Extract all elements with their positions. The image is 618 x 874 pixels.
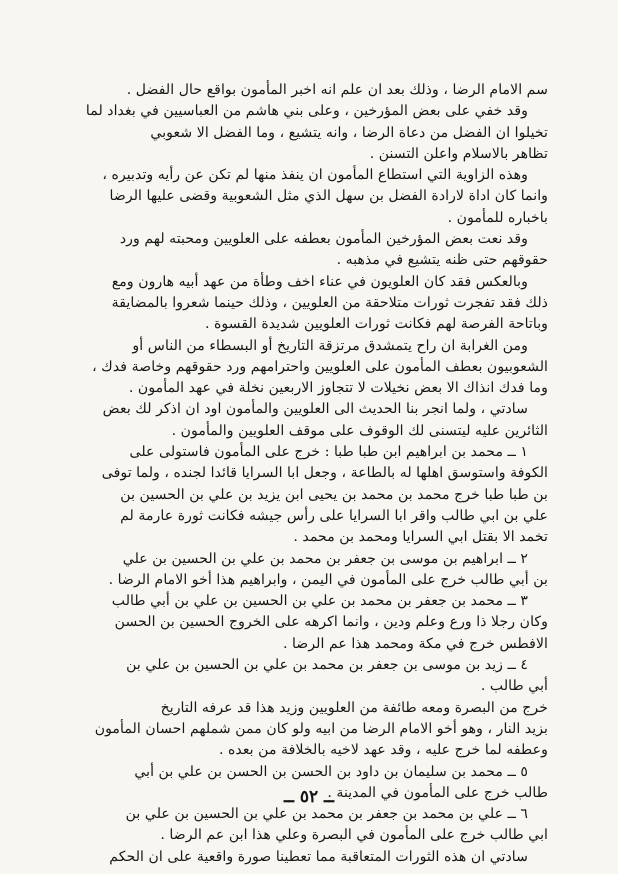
text-line: ٢ ــ ابراهيم بن موسى بن جعفر بن محمد بن علي بن الحسين بن علي (122, 550, 528, 567)
text-line: وبالعكس فقد كان العلويون في عناء اخف وطأة من عهد أبيه هارون ومع (111, 273, 528, 290)
text-line: علي بن ابي طالب واقر ابا السرايا على رأس جيشه فكانت ثورة عارمة لم (120, 507, 548, 524)
text-line: وقد خفي على بعض المؤرخين ، وعلى بني هاشم من العباسيين في بغداد لما (86, 103, 528, 120)
text-line: ٣ ــ محمد بن جعفر بن محمد بن علي بن الحسين بن علي بن أبي طالب (111, 593, 528, 610)
text-line: الافطس خرج في مكة ومحمد هذا عم الرضا . (282, 635, 548, 652)
text-line: ابي طالب خرج على المأمون في البصرة وعلي هذا ابن عم الرضا . (160, 827, 548, 844)
text-line: حقوقهم حتى ظنه يتشيع في مذهبه . (336, 252, 548, 269)
text-line: تظاهر بالاسلام واعلن التسنن . (369, 145, 548, 162)
text-line: وقد نعت بعض المؤرخين المأمون بعطفه على العلويين ومحبته لهم ورد (119, 231, 528, 248)
text-line: باخباره للمأمون . (447, 209, 548, 226)
page-body (86, 80, 548, 868)
text-line: طالب خرج على المأمون في المدينة . (327, 784, 548, 801)
text-line: وكان رجلا ذا ورع وعلم ودين ، وانما اكرهه على الخروج الحسين بن الحسن (114, 614, 548, 631)
text-line: وما فدك انذاك الا بعض نخيلات لا تتجاوز الاربعين نخلة في عهد المأمون . (128, 380, 548, 397)
text-line: ٦ ــ علي بن محمد بن جعفر بن محمد بن علي بن الحسين بن علي بن (125, 806, 528, 823)
text-line: وهذه الزاوية التي استطاع المأمون ان ينفذ منها لم تكن عن رأيه وتدبيره ، (102, 167, 528, 184)
text-line: ومن الغرابة ان راح يتمشدق مرتزقة التاريخ أو البسطاء من الناس أو (132, 337, 528, 354)
text-line: الثائرين عليه ليتسنى لك الوقوف على موقف العلويين والمأمون . (171, 422, 548, 439)
text-line: سم الامام الرضا ، وذلك بعد ان علم انه اخبر المأمون بواقع حال الفضل . (126, 82, 548, 98)
text-line: خرج من البصرة ومعه طائفة من العلويين وزيد هذا قد عرفه التاريخ (160, 699, 548, 716)
text-line: الكوفة واستوسق اهلها له بالطاعة ، وجعل ابا السرايا قائدا لجنده ، ولما توفى (101, 465, 548, 482)
text-line: تخمد الا بقتل ابي السرايا ومحمد بن محمد . (293, 529, 548, 546)
text-line: ٥ ــ محمد بن سليمان بن داود بن الحسن بن الحسن بن علي بن أبي (134, 763, 528, 780)
text-line: تخيلوا ان الفضل من دعاة الرضا ، وانه يتشيع ، وما الفضل الا شعوبي (150, 124, 548, 141)
text-line: أبي طالب . (480, 678, 548, 695)
text-line: ١ ــ محمد بن ابراهيم ابن طبا طبا : خرج على المأمون فاستولى على (129, 444, 528, 461)
text-line: ذلك فقد تفجرت ثورات متلاحقة من العلويين ، وذلك حينما شعروا بالمضايقة (111, 294, 548, 311)
text-line: وعطفه لما خرج عليه ، وقد عهد لاخيه بالخلافة من بعده . (218, 742, 548, 759)
text-line: وباتاحة الفرصة لهم فكانت ثورات العلويين شديدة القسوة . (204, 316, 548, 333)
text-line: بزيد النار ، وهو أخو الامام الرضا من ابيه ولو كان ممن شملهم احسان المأمون (94, 720, 548, 737)
text-line: بن طبا طبا خرج محمد بن محمد بن يحيى ابن يزيد بن علي بن الحسين بن (120, 486, 548, 503)
text-line: بن أبي طالب خرج على المأمون في اليمن ، وابراهيم هذا أخو الامام الرضا . (108, 571, 548, 588)
page-number: ــ ٥٢ ــ (283, 787, 335, 807)
text-line: الشعوبيون بعطف المأمون على العلويين واحترامهم ورد حقوقهم وخاصة فدك ، (92, 358, 548, 375)
text-line: ٤ ــ زيد بن موسى بن جعفر بن محمد بن علي بن الحسين بن علي بن (126, 657, 528, 674)
text-line: سادتي ان هذه الثورات المتعاقبة مما تعطينا صورة واقعية على ان الحكم (109, 848, 528, 865)
text-line: وانما كان اداة لارادة الفضل بن سهل الذي مثل الشعوبية وقضى عليها الرضا (109, 188, 548, 205)
text-line: سادتي ، ولما انجر بنا الحديث الى العلويين والمأمون اود ان اذكر لك بعض (102, 401, 528, 418)
